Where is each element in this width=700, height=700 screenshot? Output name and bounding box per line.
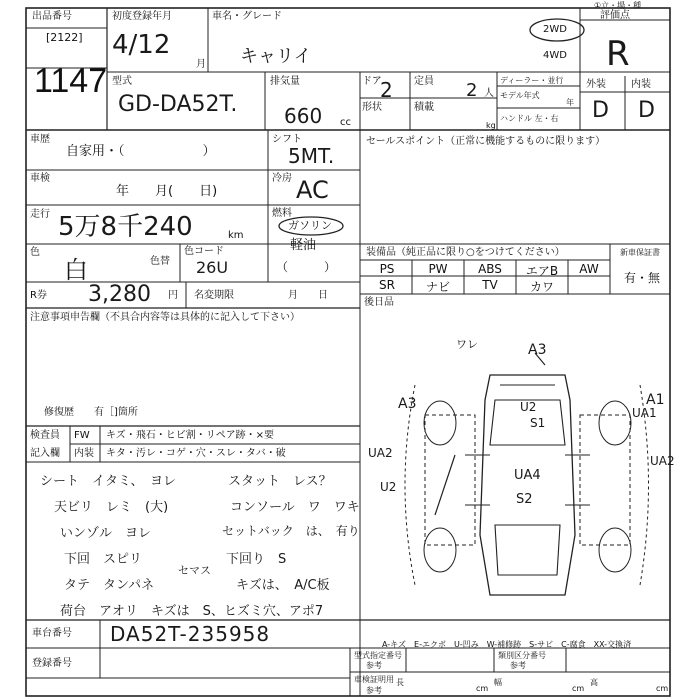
- sales-label: セールスポイント（正常に機能するものに限ります）: [366, 136, 606, 147]
- history-label: 車歴: [30, 134, 50, 145]
- chassis-label: 車台番号: [32, 628, 72, 639]
- exterior-items: キズ・飛石・ヒビ割・リペア跡・×要: [106, 430, 274, 441]
- drive-4wd: 4WD: [543, 50, 567, 61]
- dealer-label: ディーラー・並行: [500, 76, 564, 85]
- mileage-label: 走行: [30, 209, 50, 220]
- class-label: 類別区分番号: [498, 651, 546, 660]
- capacity-label: 定員: [414, 76, 434, 87]
- ref-label-1: 参考: [366, 661, 382, 670]
- cc-unit: cc: [340, 117, 351, 128]
- km-unit: km: [228, 230, 244, 241]
- equip-sr: SR: [379, 278, 395, 292]
- mileage-value: 5万8千240: [58, 212, 193, 242]
- note-line: 下回 スピリ: [64, 552, 143, 567]
- displacement-label: 排気量: [270, 76, 300, 87]
- diagram-label: UA2: [650, 454, 675, 468]
- diagram-label: A1: [646, 392, 665, 408]
- shift-label: シフト: [272, 134, 302, 145]
- shape-label: 形状: [362, 102, 382, 113]
- interior-label: 内装: [631, 79, 651, 90]
- diagram-label: UA4: [514, 468, 541, 483]
- handle-label: ハンドル 左・右: [500, 114, 559, 123]
- fuel-label: 燃料: [272, 208, 292, 219]
- color-change-label: 色替: [150, 256, 170, 267]
- name-value: キャリイ: [240, 46, 312, 67]
- note-line: スタット レス？: [228, 474, 332, 489]
- interior-value: D: [638, 98, 655, 123]
- color-value: 白: [64, 256, 88, 284]
- equip-tv: TV: [482, 278, 498, 292]
- cm-unit-2: cm: [572, 684, 585, 693]
- reg-label: 登録番号: [32, 658, 72, 669]
- fuel-diesel: 軽油: [290, 238, 317, 253]
- diagram-label: A3: [398, 396, 417, 412]
- first-reg-value: 4/12: [112, 30, 171, 60]
- note-line: セットバック は、 有り: [222, 524, 360, 538]
- note-line: タテ タンパネ: [64, 578, 155, 593]
- ac-value: AC: [296, 176, 329, 204]
- equip-pw: PW: [428, 262, 448, 276]
- doors-label: ドア: [362, 76, 382, 87]
- lot-code: [2122]: [46, 31, 83, 44]
- note-line: シート イタミ、 ヨレ: [40, 474, 176, 489]
- warranty-label: 新車保証書: [620, 248, 660, 257]
- deadline-label: 名変期限: [194, 290, 234, 301]
- equip-leather: カワ: [529, 280, 554, 294]
- deadline-value: 月 日: [288, 290, 328, 301]
- color-label: 色: [30, 247, 40, 258]
- cert-label: 車検証明用: [354, 675, 394, 684]
- kg-unit: kg: [486, 121, 496, 130]
- model-year-label: モデル年式: [500, 91, 540, 100]
- lot-number: 1147: [34, 62, 108, 100]
- repair-label: 修復歴 有［]箇所: [44, 407, 138, 418]
- fuel-other: （ ）: [276, 260, 337, 274]
- model-label: 型式: [112, 76, 132, 87]
- note-line: 荷台 アオリ キズは S、ヒズミ穴、アポ7: [60, 604, 324, 619]
- person-unit: 人: [484, 88, 494, 99]
- damage-legend: A-キズ E-エクボ U-凹み W-補修跡 S-サビ C-腐食 XX-交換済: [382, 640, 632, 649]
- equip-abs: ABS: [478, 262, 502, 276]
- color-code-value: 26U: [196, 258, 229, 277]
- inspection-label: 車検: [30, 173, 50, 184]
- width-label: 幅: [494, 678, 502, 687]
- later-label: 後日品: [364, 297, 394, 308]
- top-right-note: ①立・場・種: [594, 1, 642, 10]
- cm-unit-3: cm: [656, 684, 669, 693]
- diagram-label: U2: [380, 480, 397, 494]
- yen-unit: 円: [168, 290, 178, 301]
- inspector-label: 検査員: [30, 430, 60, 441]
- diagram-label: UA1: [632, 406, 657, 420]
- note-line: セマス: [178, 564, 211, 577]
- note-line: キズは、 A/C板: [236, 578, 330, 593]
- fuel-gasoline: ガソリン: [288, 219, 332, 232]
- diagram-label: S1: [530, 416, 546, 430]
- doors-value: 2: [380, 78, 393, 102]
- note-line: コンソール ワ ワキ: [230, 500, 360, 515]
- warranty-value: 有・無: [624, 271, 661, 285]
- chassis-value: DA52T-235958: [110, 622, 271, 646]
- cm-unit-1: cm: [476, 684, 489, 693]
- note-line: いンゾル ヨレ: [60, 526, 152, 541]
- recycle-label: R券: [30, 290, 47, 301]
- entry-label: 記入欄: [30, 448, 60, 459]
- ref-label-2: 参考: [510, 661, 526, 670]
- exterior-label: 外装: [586, 79, 606, 90]
- diagram-label: UA2: [368, 446, 393, 460]
- interior-items: キタ・汚レ・コゲ・穴・スレ・タバ・破: [106, 448, 286, 459]
- height-label: 高: [590, 678, 598, 687]
- diagram-label: ワレ: [456, 338, 478, 351]
- model-value: GD-DA52T.: [118, 92, 238, 117]
- equip-airbag: エアB: [525, 264, 559, 278]
- interior-label-small: 内装: [74, 448, 94, 459]
- rating-value: R: [606, 34, 630, 74]
- note-line: 天ビリ レミ (大): [54, 500, 169, 515]
- equip-navi: ナビ: [425, 280, 450, 294]
- recycle-value: 3,280: [88, 282, 151, 307]
- name-label: 車名・グレード: [212, 11, 282, 22]
- rating-label: 評価点: [600, 10, 630, 21]
- diagram-label: S2: [516, 492, 533, 507]
- drive-2wd: 2WD: [543, 24, 567, 35]
- note-line: 下回り S: [226, 552, 287, 567]
- ac-label: 冷房: [272, 173, 292, 184]
- first-reg-label: 初度登録年月: [112, 11, 172, 22]
- caution-label: 注意事項申告欄（不具合内容等は具体的に記入して下さい）: [30, 312, 300, 323]
- load-label: 積載: [414, 102, 434, 113]
- year-unit: 年: [566, 98, 574, 107]
- exterior-value: D: [592, 98, 609, 123]
- length-label: 長: [396, 678, 404, 687]
- history-value: 自家用・（ ）: [66, 144, 216, 159]
- lot-label: 出品番号: [32, 11, 72, 22]
- month-unit: 月: [196, 59, 206, 70]
- capacity-value: 2: [466, 80, 478, 101]
- equip-aw: AW: [579, 262, 599, 276]
- color-code-label: 色コード: [184, 246, 224, 257]
- equip-ps: PS: [379, 262, 395, 276]
- ref-label-3: 参考: [366, 686, 382, 695]
- shift-value: 5MT.: [288, 144, 335, 168]
- fw-label: FW: [74, 430, 90, 441]
- equipment-label: 装備品（純正品に限り○をつけてください）: [366, 247, 565, 258]
- diagram-label: A3: [528, 342, 547, 358]
- model-spec-label: 型式指定番号: [354, 651, 402, 660]
- diagram-label: U2: [520, 400, 537, 414]
- displacement-value: 660: [284, 104, 323, 128]
- inspection-value: 年 月( 日): [116, 184, 218, 199]
